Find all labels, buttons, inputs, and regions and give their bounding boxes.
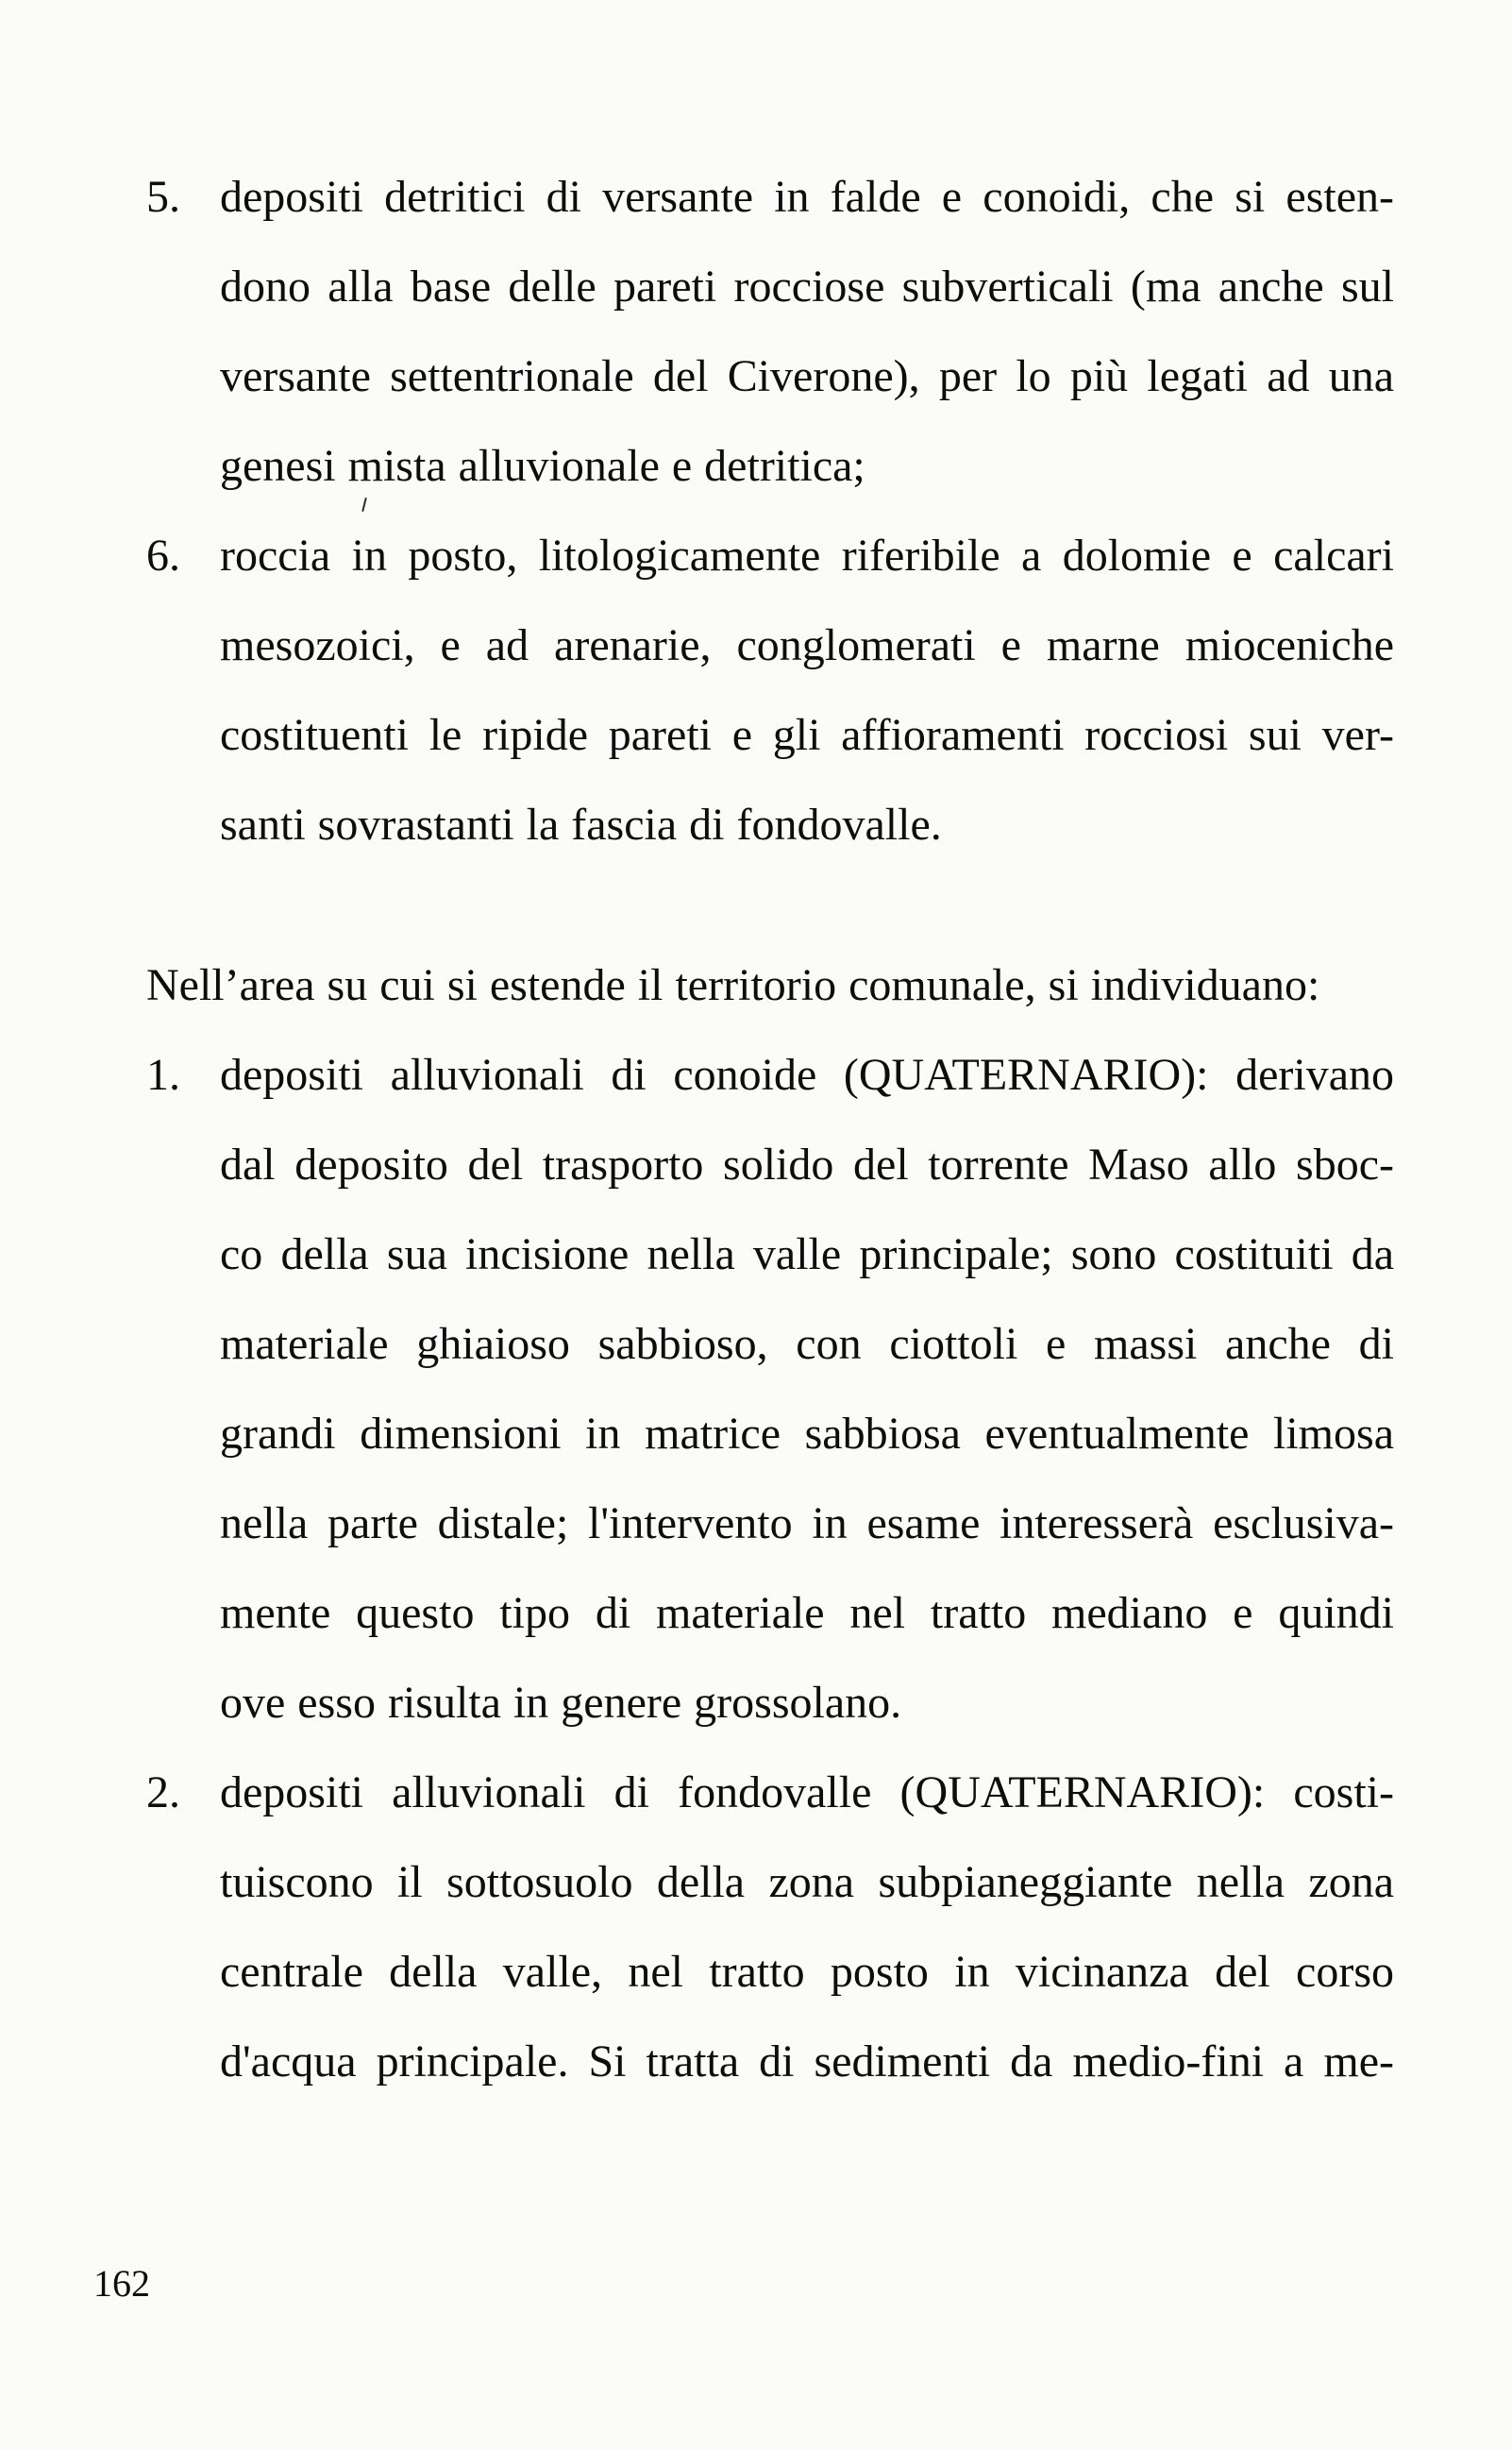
text-line: roccia in posto, litologicamente riferibile a dolomie e calcari: [220, 531, 1394, 581]
page-number: 162: [93, 2262, 150, 2305]
list-number: 1.: [146, 1050, 180, 1100]
text-line: grandi dimensioni in matrice sabbiosa eventualmente limosa: [220, 1409, 1394, 1459]
text-line: genesi mista alluvionale e detritica;: [220, 441, 865, 491]
list-number: 5.: [146, 172, 180, 222]
list-item-2: [146, 1748, 1394, 2106]
text-line: costituenti le ripide pareti e gli affioramenti rocciosi sui ver-: [220, 710, 1394, 760]
text-line: dono alla base delle pareti rocciose subverticali (ma anche sul: [220, 262, 1394, 312]
text-line: centrale della valle, nel tratto posto in vicinanza del corso: [220, 1947, 1394, 1997]
text-line: depositi alluvionali di fondovalle (QUATERNARIO): costi-: [220, 1767, 1394, 1817]
text-line: nella parte distale; l'intervento in esame interesserà esclusiva-: [220, 1498, 1394, 1548]
text-block: [146, 152, 1394, 2106]
text-line: dal deposito del trasporto solido del torrente Maso allo sboc-: [220, 1140, 1394, 1190]
text-line: mesozoici, e ad arenarie, conglomerati e marne mioceniche: [220, 620, 1394, 670]
text-line: materiale ghiaioso sabbioso, con ciottoli e massi anche di: [220, 1319, 1394, 1369]
list-number: 6.: [146, 531, 180, 581]
text-line: mente questo tipo di materiale nel tratto mediano e quindi: [220, 1588, 1394, 1638]
text-line: depositi alluvionali di conoide (QUATERNARIO): derivano: [220, 1050, 1394, 1100]
text-line: d'acqua principale. Si tratta di sedimenti da medio-fini a me-: [220, 2036, 1394, 2087]
text-line: versante settentrionale del Civerone), per lo più legati ad una: [220, 351, 1394, 401]
list-item-6: [146, 511, 1394, 870]
text-line: co della sua incisione nella valle principale; sono costituiti da: [220, 1229, 1394, 1279]
text-line: tuiscono il sottosuolo della zona subpianeggiante nella zona: [220, 1857, 1394, 1907]
intro-paragraph: [146, 940, 1394, 1030]
text-line: santi sovrastanti la fascia di fondovalle.: [220, 800, 942, 850]
list-item-1: [146, 1030, 1394, 1748]
text-line: Nell’area su cui si estende il territorio comunale, si individuano:: [146, 960, 1320, 1010]
text-line: depositi detritici di versante in falde e conoidi, che si esten-: [220, 172, 1394, 222]
list-item-5: [146, 152, 1394, 511]
text-line: ove esso risulta in genere grossolano.: [220, 1678, 902, 1728]
list-number: 2.: [146, 1767, 180, 1817]
